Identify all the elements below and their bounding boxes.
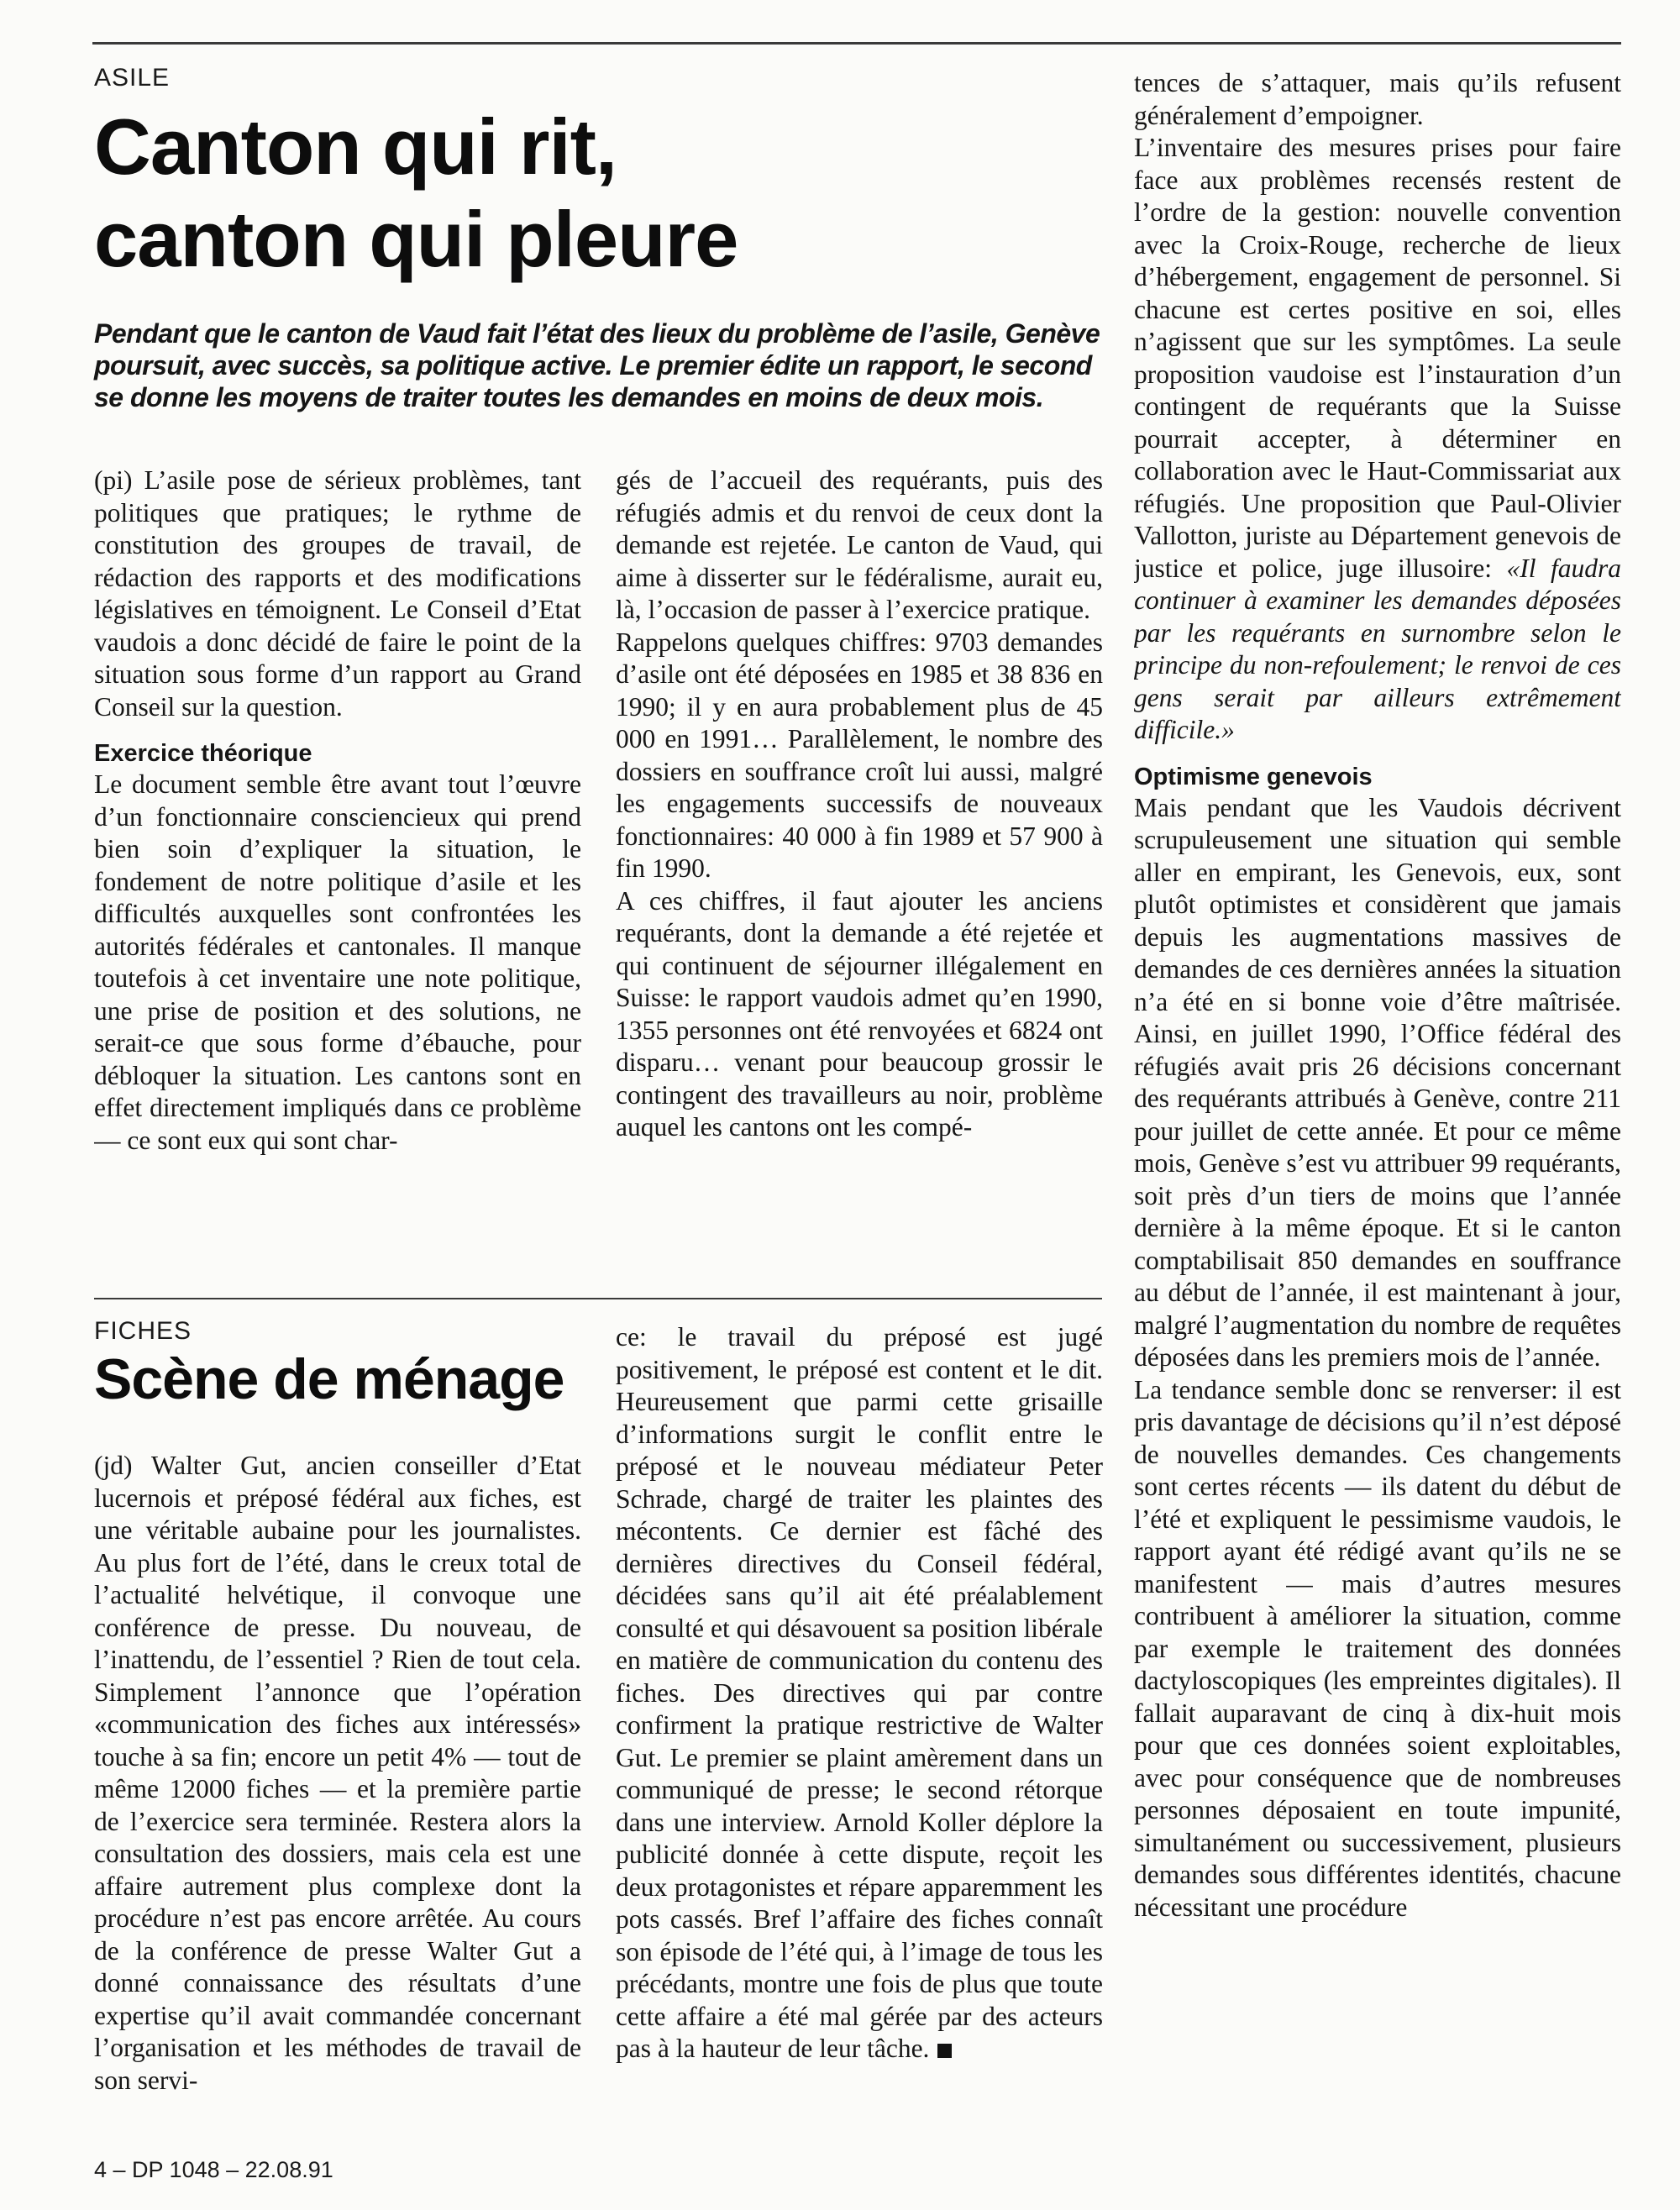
fiches-col1-paragraph-1: (jd) Walter Gut, ancien conseiller d’Etat lucernois et préposé fédéral aux fiches, est une véritable aubaine pour les journalistes. Au plus fort de l’été, dans le creux total de l’actualité helvétique, il convoque une conférence de presse. Du nouveau, de l’inattendu, de l’essentiel ? Rien de tout cela. Simplement l’annonce que l’opération «communication des fiches aux intéressés» touche à sa fin; encore un petit 4% — tout de même 12000 fiches — et la première partie de l’exercice sera terminée. Restera alors la consultation des dossiers, mais cela est une affaire autrement plus complexe dont la procédure n’est pas encore arrêtée. Au cours de la conférence de presse Walter Gut a donné connaissance des résultats d’une expertise qu’il avait commandée concernant l’organisation et les méthodes de travail de son servi- (94, 1451, 581, 2095)
asile-col3-paragraph-4: La tendance semble donc se renverser: il est pris davantage de décisions qu’il n’est déposé de nouvelles demandes. Ces changements sont certes récents — ils datent du début de l’été et expliquent le pessimisme vaudois, le rapport ayant été rédigé avant qu’ils ne se manifestent — mais d’autres mesures contribuent à améliorer la situation, comme par exemple le traitement des données dactyloscopiques (les empreintes digitales). Il fallait auparavant de cinq à dix-huit mois pour que ces données soient exploitables, avec pour conséquence que de nombreuses personnes déposaient en toute impunité, simultanément ou successivement, plusieurs demandes sous différentes identités, chacune nécessitant une procédure (1134, 1374, 1621, 1922)
subhead-optimisme-genevois: Optimisme genevois (1134, 763, 1373, 790)
article-title-asile (94, 101, 1102, 286)
section-kicker-asile: ASILE (94, 64, 171, 92)
title-line-2: canton qui pleure (94, 195, 738, 283)
fiches-col2-paragraph-1 (616, 1321, 1103, 2066)
asile-col2-paragraph-1: gés de l’accueil des requérants, puis des réfugiés admis et du renvoi de ceux dont la demande est rejetée. Le canton de Vaud, qui aime à disserter sur le fédéralisme, aurait eu, là, l’occasion de passer à l’exercice pratique. (616, 465, 1103, 624)
subhead-exercice-theorique: Exercice théorique (94, 740, 312, 767)
section-divider-rule (94, 1298, 1102, 1299)
asile-col1-paragraph-2: Le document semble être avant tout l’œuvre d’un fonctionnaire consciencieux qui prend bien soin d’expliquer la situation, le fondement de notre politique d’asile et les difficultés auxquelles sont confrontées les autorités fédérales et cantonales. Il manque toutefois à cet inventaire une note politique, une prise de position et des solutions, ne serait-ce que sous forme d’ébauche, pour débloquer la situation. Les cantons sont en effet directement impliqués dans ce problème — ce sont eux qui sont char- (94, 769, 581, 1155)
asile-column-3 (1134, 67, 1621, 2129)
asile-col2-paragraph-2: Rappelons quelques chiffres: 9703 demandes d’asile ont été déposées en 1985 et 38 836 en 1990; il y en aura probablement plus de 45 000 en 1991… Parallèlement, le nombre des dossiers en souffrance croît lui aussi, malgré les engagements successifs de nouveaux fonctionnaires: 40 000 à fin 1989 et 57 900 à fin 1990. (616, 627, 1103, 883)
asile-col3-paragraph-2 (1134, 132, 1621, 747)
asile-col3-quote: «Il faudra continuer à examiner les demandes déposées par les requérants en surnombre selon le principe du non-refoulement; le renvoi de ces gens serait par ailleurs extrêmement difficile.» (1134, 553, 1621, 744)
page-footer: 4 – DP 1048 – 22.08.91 (94, 2157, 333, 2182)
fiches-col2-text: ce: le travail du préposé est jugé positivement, le préposé est content et le dit. Heureusement que parmi cette grisaille d’informations surgit le conflit entre le préposé et le nouveau médiateur Peter Schrade, chargé de traiter les plaintes des mécontents. Ce dernier est fâché des dernières directives du Conseil fédéral, décidées sans qu’il ait été préalablement consulté et qui désavouent sa position libérale en matière de communication du contenu des fiches. Des directives qui par contre confirment la pratique restrictive de Walter Gut. Le premier se plaint amèrement dans un communiqué de presse; le second rétorque dans une interview. Arnold Koller déplore la publicité donnée à cette dispute, reçoit les deux protagonistes et répare apparemment les pots cassés. Bref l’affaire des fiches connaît son épisode de l’été qui, à l’image de tous les précédants, montre une fois de plus que toute cette affaire a été mal gérée par des acteurs pas à la hauteur de leur tâche. (616, 1322, 1103, 2063)
asile-column-1 (94, 465, 581, 1246)
asile-col2-paragraph-3: A ces chiffres, il faut ajouter les anciens requérants, dont la demande a été rejetée et qui continuent de séjourner illégalement en Suisse: le rapport vaudois admet qu’en 1990, 1355 personnes ont été renvoyées et 6824 ont disparu… venant pour beaucoup grossir le contingent des travailleurs au noir, problème auquel les cantons ont les compé- (616, 885, 1103, 1142)
section-kicker-fiches: FICHES (94, 1317, 192, 1345)
asile-col3-text: L’inventaire des mesures prises pour faire face aux problèmes recensés restent de l’ordre de la gestion: nouvelle convention avec la Croix-Rouge, recherche de lieux d’hébergement, engagement de personnel. Si chacune est certes positive en soi, elles n’agissent que sur les symptômes. La seule proposition vaudoise est l’instauration d’un contingent de requérants que la Suisse pourrait accepter, à déterminer en collaboration avec le Haut-Commissariat aux réfugiés. Une proposition que Paul-Olivier Vallotton, juriste au Département genevois de justice et police, juge illusoire: (1134, 133, 1621, 583)
asile-column-2 (616, 465, 1103, 1246)
asile-col3-paragraph-3: Mais pendant que les Vaudois décrivent scrupuleusement une situation qui semble aller en empirant, les Genevois, eux, sont plutôt optimistes et considèrent que jamais depuis les augmentations massives de demandes de ces dernières années la situation n’a été en si bonne voie d’être maîtrisée. Ainsi, en juillet 1990, l’Office fédéral des réfugiés avait pris 26 décisions concernant des requérants attribués à Genève, contre 211 pour juillet de cette année. Et pour ce même mois, Genève s’est vu attribuer 99 requérants, soit près d’un tiers de moins que l’année dernière à la même époque. Et si le canton comptabilisait 850 demandes en souffrance au début de l’année, il est maintenant à jour, malgré l’augmentation du nombre de requêtes déposées dans les premiers mois de l’année. (1134, 792, 1621, 1372)
fiches-column-2 (616, 1321, 1103, 2130)
article-lead: Pendant que le canton de Vaud fait l’état des lieux du problème de l’asile, Genève poursuit, avec succès, sa politique active. Le premier édite un rapport, le second se donne les moyens de traiter toutes les demandes en moins de deux mois. (94, 318, 1100, 412)
title-line-1: Canton qui rit, (94, 102, 617, 191)
asile-col1-paragraph-1: (pi) L’asile pose de sérieux problèmes, tant politiques que pratiques; le rythme de constitution des groupes de travail, de rédaction des rapports et des modifications législatives en témoignent. Le Conseil d’Etat vaudois a donc décidé de faire le point de la situation sous forme d’un rapport au Grand Conseil sur la question. (94, 465, 581, 722)
top-rule (92, 42, 1621, 45)
article-title-fiches: Scène de ménage (94, 1347, 564, 1411)
fiches-column-1 (94, 1450, 581, 2130)
asile-col3-paragraph-1: tences de s’attaquer, mais qu’ils refusent généralement d’empoigner. (1134, 68, 1621, 130)
end-of-article-icon (937, 2044, 952, 2058)
